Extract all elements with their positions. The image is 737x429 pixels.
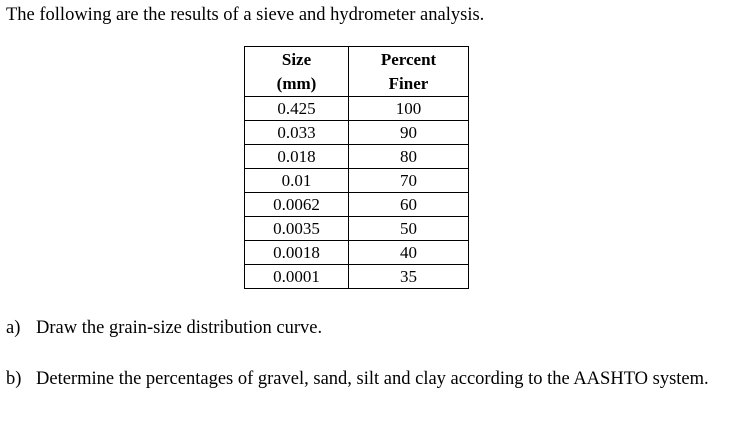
question-a-text: Draw the grain-size distribution curve.	[36, 318, 323, 338]
header-percent-finer	[349, 47, 469, 97]
header-finer-line1: Percent	[380, 50, 437, 69]
cell-size: 0.0062	[245, 193, 349, 217]
table-row	[245, 145, 469, 169]
cell-size: 0.425	[245, 97, 349, 121]
question-b-text: Determine the percentages of gravel, sand, silt and clay according to the AASHTO system.	[36, 369, 709, 389]
cell-size: 0.01	[245, 169, 349, 193]
cell-size: 0.018	[245, 145, 349, 169]
cell-size: 0.033	[245, 121, 349, 145]
cell-percent-finer: 40	[349, 241, 469, 265]
intro-text: The following are the results of a sieve and hydrometer analysis.	[6, 5, 485, 25]
cell-percent-finer: 90	[349, 121, 469, 145]
table-row	[245, 121, 469, 145]
cell-percent-finer: 80	[349, 145, 469, 169]
sieve-results-table	[244, 46, 469, 289]
header-size-line2: (mm)	[276, 74, 317, 93]
cell-size: 0.0018	[245, 241, 349, 265]
table-row	[245, 169, 469, 193]
table-header-row	[245, 47, 469, 97]
table-row	[245, 193, 469, 217]
header-finer-line2: Finer	[388, 74, 429, 93]
question-a-marker: a)	[6, 318, 21, 338]
cell-percent-finer: 35	[349, 265, 469, 289]
question-a	[6, 317, 726, 340]
table-row	[245, 97, 469, 121]
table-row	[245, 265, 469, 289]
cell-size: 0.0001	[245, 265, 349, 289]
table-row	[245, 217, 469, 241]
question-b-marker: b)	[6, 369, 22, 389]
question-b	[6, 368, 726, 391]
header-size-line1: Size	[281, 50, 312, 69]
table-row	[245, 241, 469, 265]
cell-percent-finer: 60	[349, 193, 469, 217]
cell-percent-finer: 100	[349, 97, 469, 121]
cell-percent-finer: 70	[349, 169, 469, 193]
cell-percent-finer: 50	[349, 217, 469, 241]
header-size	[245, 47, 349, 97]
cell-size: 0.0035	[245, 217, 349, 241]
